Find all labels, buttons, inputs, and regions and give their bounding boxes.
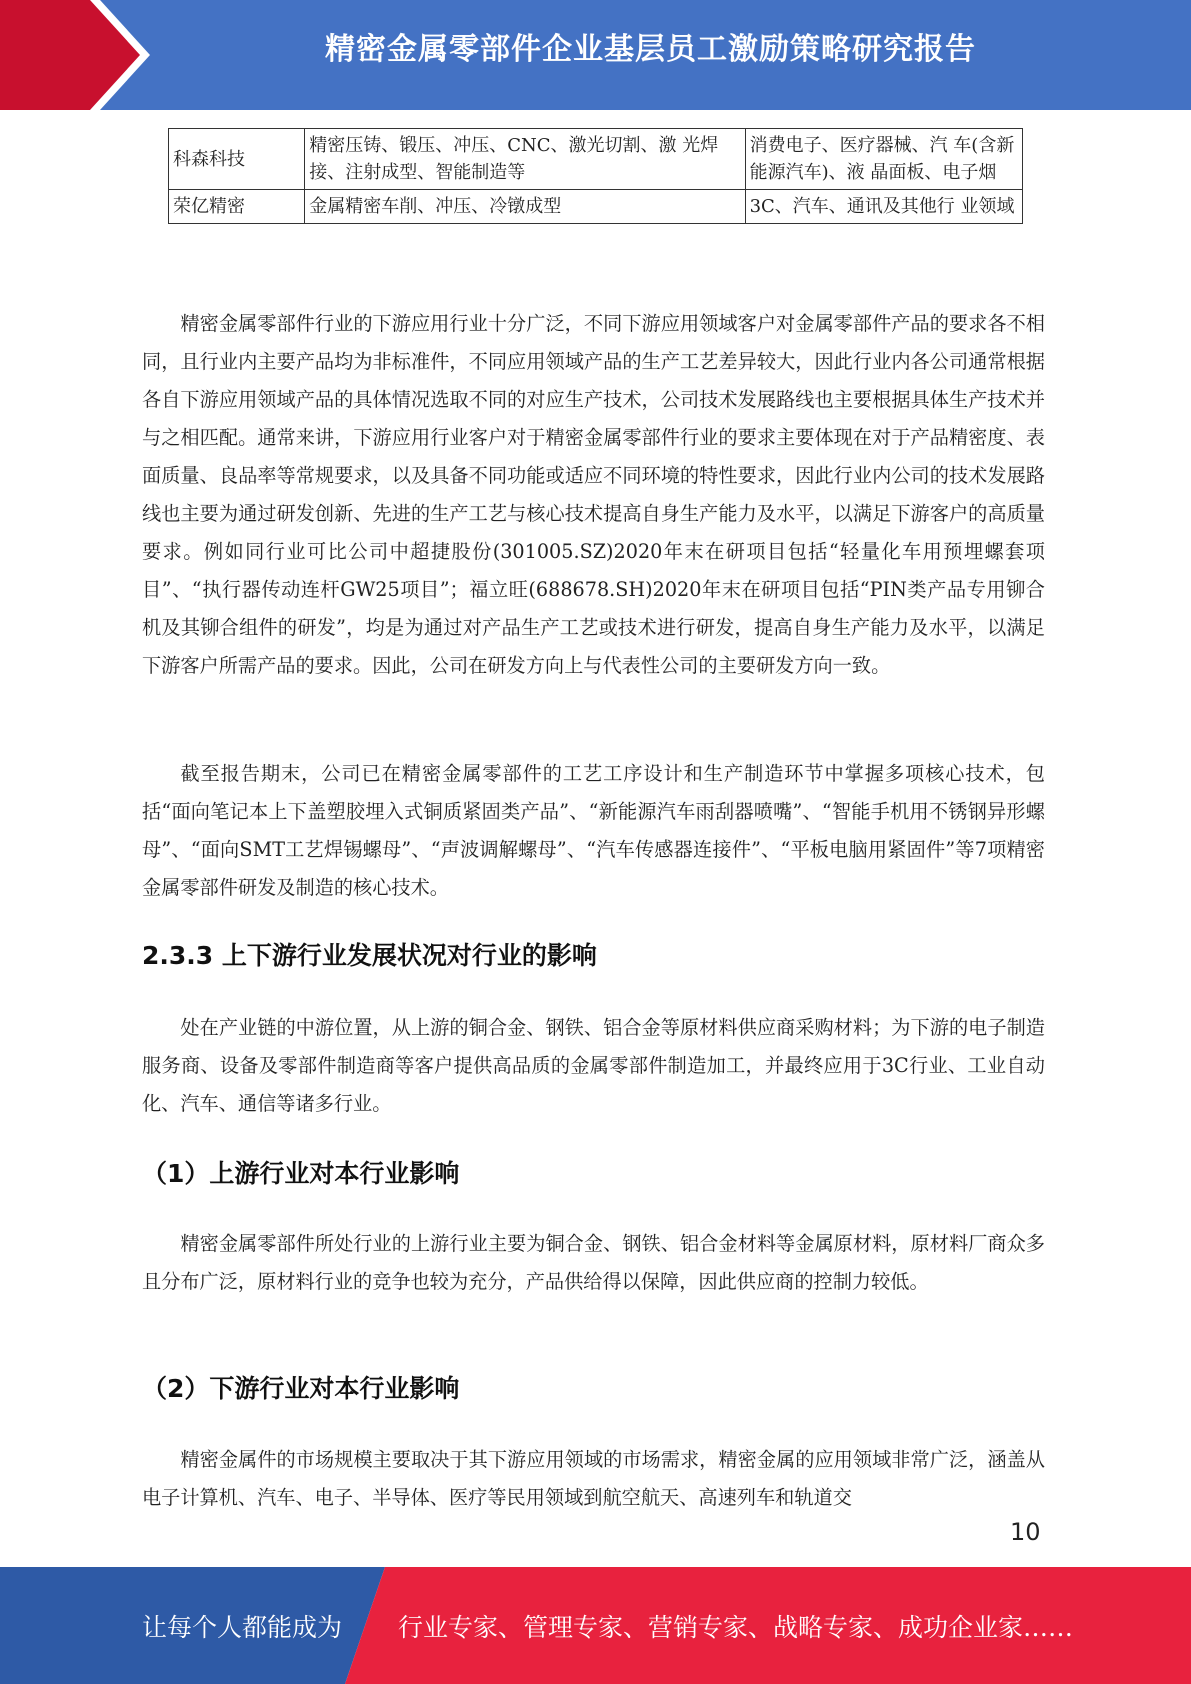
header-arrow-icon (0, 0, 160, 110)
paragraph-text: 处在产业链的中游位置，从上游的铜合金、钢铁、铝合金等原材料供应商采购材料；为下游的电子制造服务商、设备及零部件制造商等客户提供高品质的金属零部件制造加工，并最终应用于3C行业、工业自动化、汽车、通信等诸多行业。 (142, 1016, 1045, 1115)
subheading-upstream: （1）上游行业对本行业影响 (142, 1159, 460, 1188)
footer-slogan-right: 行业专家、管理专家、营销专家、战略专家、成功企业家…… (398, 1613, 1074, 1642)
paragraph-industry-chain (142, 1009, 1045, 1123)
footer-slogan-left: 让每个人都能成为 (142, 1613, 343, 1642)
table-row (169, 129, 1023, 190)
paragraph-upstream (142, 1225, 1045, 1301)
table-cell-company: 荣亿精密 (169, 190, 305, 224)
paragraph-text: 截至报告期末，公司已在精密金属零部件的工艺工序设计和生产制造环节中掌握多项核心技术，包括“面向笔记本上下盖塑胶埋入式铜质紧固类产品”、“新能源汽车雨刮器喷嘴”、“智能手机用不锈钢异形螺母”、“面向SMT工艺焊锡螺母”、“声波调解螺母”、“汽车传感器连接件”、“平板电脑用紧固件”等7项精密金属零部件研发及制造的核心技术。 (142, 762, 1045, 899)
paragraph-text: 精密金属件的市场规模主要取决于其下游应用领域的市场需求，精密金属的应用领域非常广泛，涵盖从电子计算机、汽车、电子、半导体、医疗等民用领域到航空航天、高速列车和轨道交 (142, 1448, 1045, 1509)
paragraph-text: 精密金属零部件所处行业的上游行业主要为铜合金、钢铁、铝合金材料等金属原材料，原材料厂商众多且分布广泛，原材料行业的竞争也较为充分，产品供给得以保障，因此供应商的控制力较低。 (142, 1232, 1045, 1293)
paragraph-downstream (142, 1441, 1045, 1517)
paragraph-downstream-tech (142, 305, 1045, 685)
page-header (0, 0, 1191, 110)
report-title: 精密金属零部件企业基层员工激励策略研究报告 (325, 32, 976, 67)
table-cell-process: 精密压铸、锻压、冲压、CNC、激光切割、激 光焊接、注射成型、智能制造等 (305, 129, 745, 190)
table-cell-application: 消费电子、医疗器械、汽 车(含新能源汽车)、液 晶面板、电子烟 (745, 129, 1022, 190)
table-cell-process: 金属精密车削、冲压、冷镦成型 (305, 190, 745, 224)
table-cell-company: 科森科技 (169, 129, 305, 190)
page-number: 10 (1010, 1518, 1041, 1546)
table-row (169, 190, 1023, 224)
paragraph-text: 精密金属零部件行业的下游应用行业十分广泛，不同下游应用领域客户对金属零部件产品的要求各不相同，且行业内主要产品均为非标准件，不同应用领域产品的生产工艺差异较大，因此行业内各公司通常根据各自下游应用领域产品的具体情况选取不同的对应生产技术，公司技术发展路线也主要根据具体生产技术并与之相匹配。通常来讲，下游应用行业客户对于精密金属零部件行业的要求主要体现在对于产品精密度、表面质量、良品率等常规要求，以及具备不同功能或适应不同环境的特性要求，因此行业内公司的技术发展路线也主要为通过研发创新、先进的生产工艺与核心技术提高自身生产能力及水平，以满足下游客户的高质量要求。例如同行业可比公司中超捷股份(301005.SZ)2020年末在研项目包括“轻量化车用预埋螺套项目”、“执行器传动连杆GW25项目”；福立旺(688678.SH)2020年末在研项目包括“PIN类产品专用铆合机及其铆合组件的研发”，均是为通过对产品生产工艺或技术进行研发，提高自身生产能力及水平，以满足下游客户所需产品的要求。因此，公司在研发方向上与代表性公司的主要研发方向一致。 (142, 312, 1045, 677)
company-table (168, 128, 1023, 224)
section-heading-2-3-3: 2.3.3 上下游行业发展状况对行业的影响 (142, 941, 597, 970)
table-cell-application: 3C、汽车、通讯及其他行 业领域 (745, 190, 1022, 224)
subheading-downstream: （2）下游行业对本行业影响 (142, 1374, 460, 1403)
paragraph-core-tech (142, 755, 1045, 907)
